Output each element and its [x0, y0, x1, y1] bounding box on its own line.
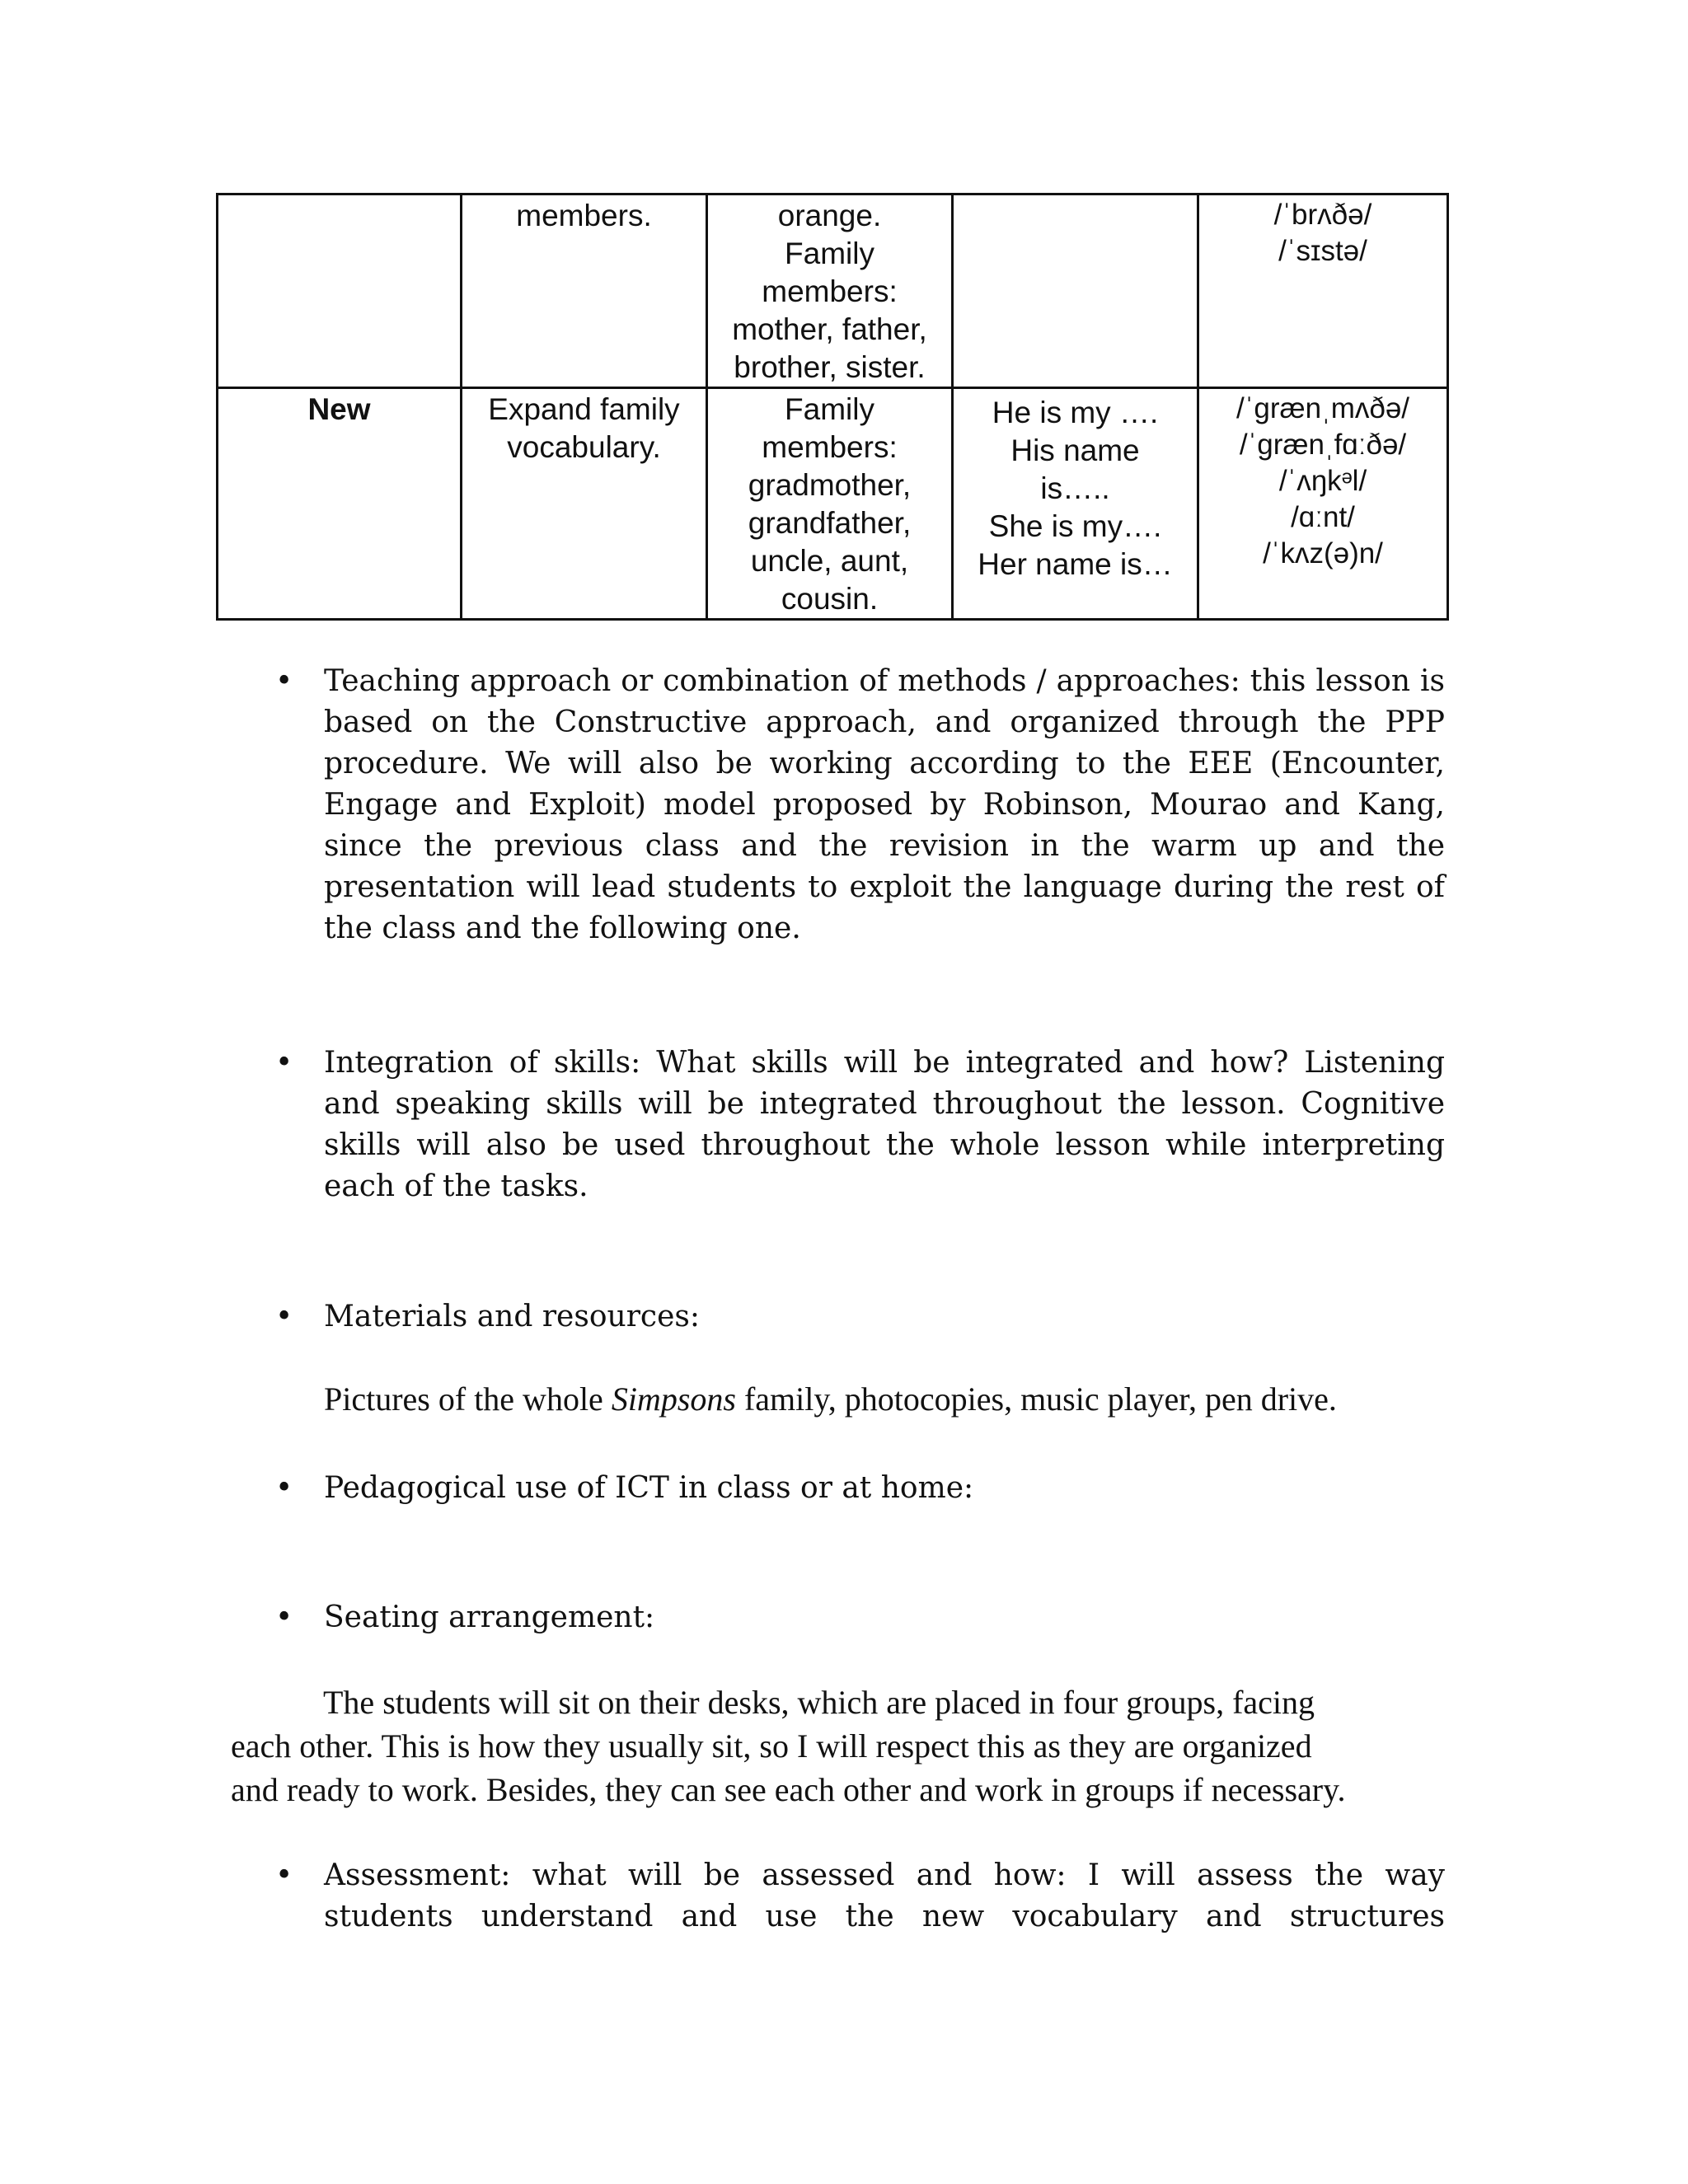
assessment-bullet [275, 1855, 1445, 1938]
seating-bullet [275, 1597, 1445, 1638]
teaching-approach-bullet [275, 661, 1445, 949]
phonology-cell: /ˈɡrænˌmʌðə/ /ˈɡrænˌfɑːðə/ /ˈʌŋkᵊl/ /ɑːnt/ /ˈkʌz(ə)n/ [1198, 388, 1448, 620]
objective-cell: members. [462, 194, 707, 388]
seating-heading: Seating arrangement: [324, 1601, 655, 1634]
stage-cell [218, 194, 462, 388]
materials-list: Pictures of the whole Simpsons family, photocopies, music player, pen drive. [324, 1380, 1337, 1418]
table-row [218, 388, 1448, 620]
bullet-icon: • [275, 1601, 293, 1634]
teaching-approach-text: Teaching approach or combination of methods / approaches: this lesson is based on the Constructive approach, and organized through the PPP procedure. We will also be working according to the EEE (Encounter, Engage and Exploit) model proposed by Robinson, Mourao and Kang, since the previous class and the revision in the warm up and the presentation will lead students to exploit the language during the rest of the class and the following one. [324, 664, 1445, 945]
objective-cell: Expand family vocabulary. [462, 388, 707, 620]
bullet-icon: • [275, 1300, 293, 1333]
materials-bullet [275, 1296, 1445, 1338]
seating-paragraph: The students will sit on their desks, which are placed in four groups, facing each other. This is how they usually sit, so I will respect this as they are organized and ready to work. Besides, they can see each other and work in groups if necessary. [231, 1684, 1346, 1808]
structures-cell [953, 194, 1198, 388]
structures-cell: He is my …. His name is….. She is my…. Her name is… [953, 388, 1198, 620]
vocabulary-cell: Family members: gradmother, grandfather, uncle, aunt, cousin. [707, 388, 953, 620]
stage-cell: New [218, 388, 462, 620]
lesson-plan-table [216, 193, 1449, 621]
vocabulary-cell: orange. Family members: mother, father, brother, sister. [707, 194, 953, 388]
ict-heading: Pedagogical use of ICT in class or at home: [324, 1471, 974, 1505]
assessment-text: Assessment: what will be assessed and how: I will assess the way students understand and use the new vocabulary and structures [324, 1858, 1445, 1933]
bullet-icon: • [275, 1471, 293, 1505]
ict-bullet [275, 1468, 1445, 1509]
bullet-icon: • [275, 1046, 293, 1080]
materials-heading: Materials and resources: [324, 1300, 700, 1333]
phonology-cell: /ˈbrʌðə/ /ˈsɪstə/ [1198, 194, 1448, 388]
integration-bullet [275, 1043, 1445, 1207]
bullet-icon: • [275, 1858, 293, 1892]
table-row [218, 194, 1448, 388]
integration-text: Integration of skills: What skills will be integrated and how? Listening and speaking skills will be integrated throughout the lesson. Cognitive skills will also be used throughout the whole lesson while interpreting each of the tasks. [324, 1046, 1445, 1203]
simpsons-title: Simpsons [611, 1380, 736, 1418]
bullet-icon: • [275, 664, 293, 698]
